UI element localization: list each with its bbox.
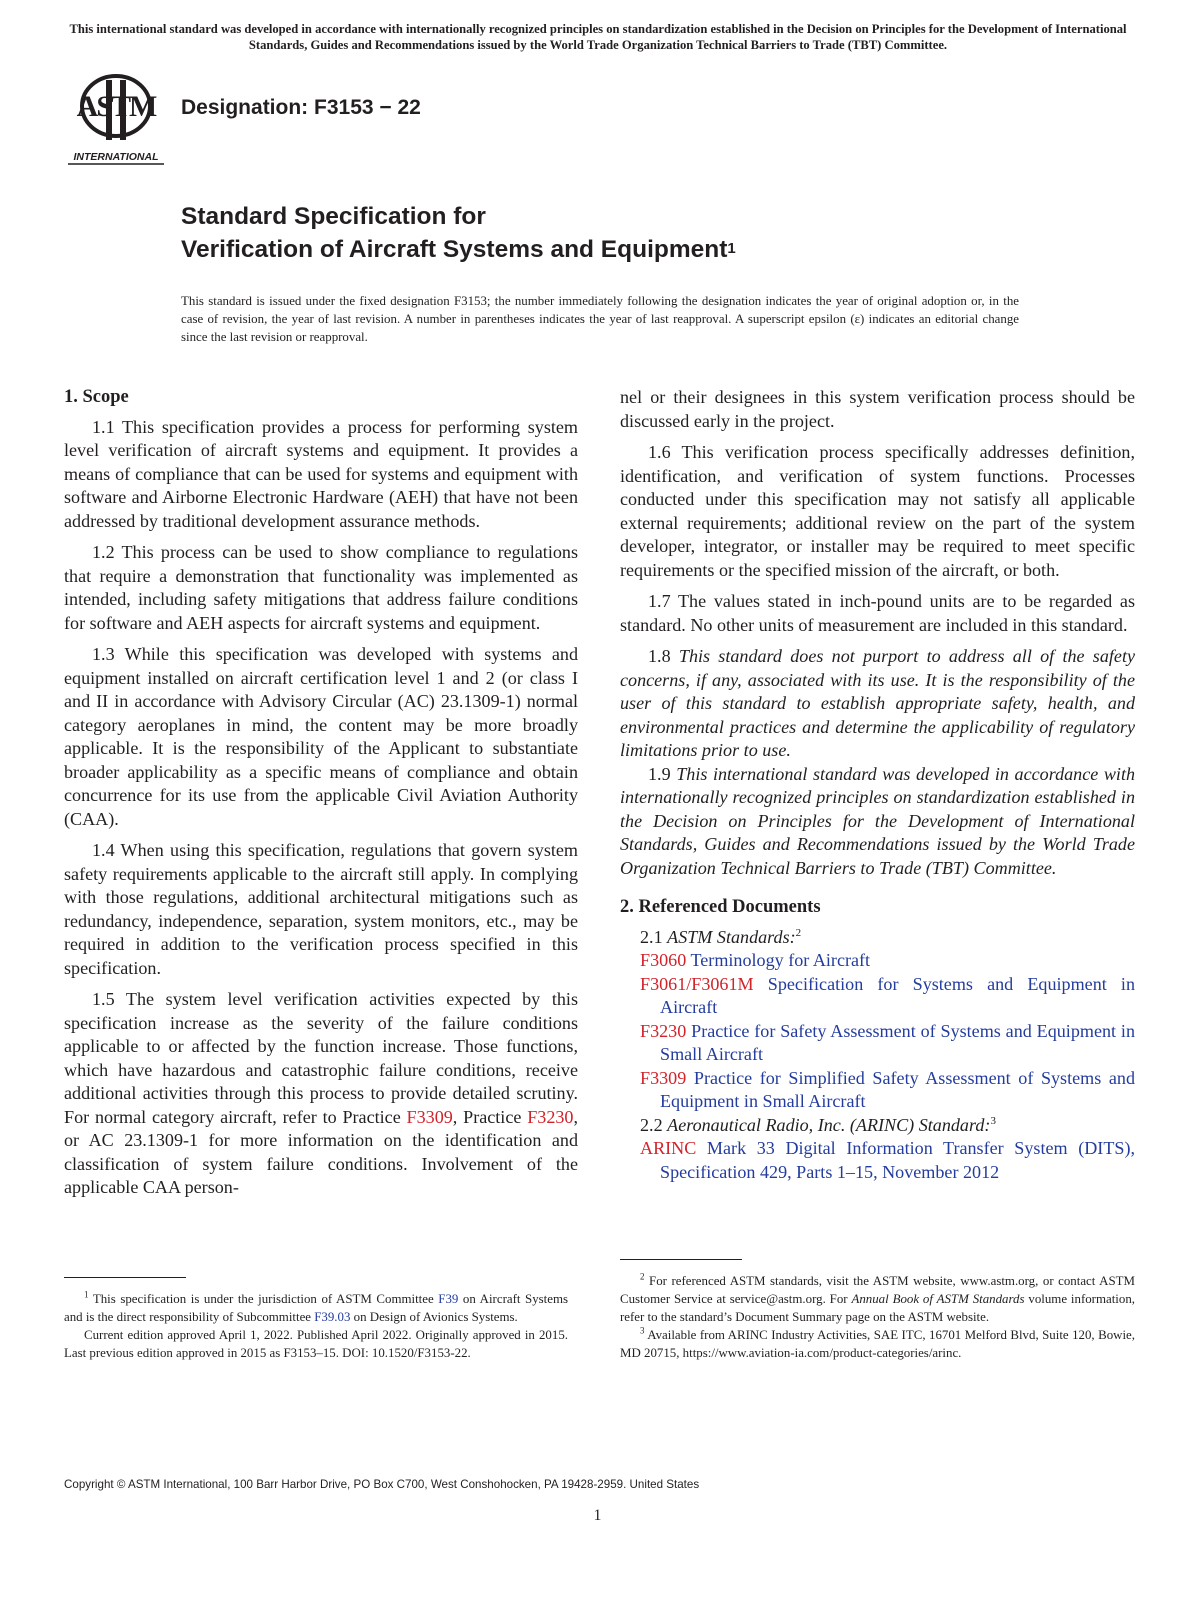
paragraph-1-2: 1.2 This process can be used to show compliance to regulations that require a demonstration that functionality was implemented as intended, including safety mitigations that address failure conditions for software and AEH aspects for aircraft systems and equipment. [64, 542, 578, 633]
arinc-standard-number: 2.2 [640, 1114, 668, 1135]
paragraph-1-6: 1.6 This verification process specifically addresses definition, identification, and verification of system functions. Processes conducted under this specification may not satisfy all applicable external requirements; additional review on the part of the system developer, integrator, or installer may be required to meet specific requirements or the specified mission of the aircraft, or both. [620, 442, 1135, 580]
astm-standards-number: 2.1 [640, 926, 668, 947]
arinc-standard-subheading [620, 1114, 1135, 1138]
footnotes-right [620, 1272, 1135, 1362]
copyright-line: Copyright © ASTM International, 100 Barr Harbor Drive, PO Box C700, West Conshohocken, PA 19428-2959. United States [64, 1478, 700, 1491]
ref-code[interactable]: F3230 [640, 1020, 687, 1041]
paragraph-1-8 [620, 645, 1135, 763]
page-number: 1 [593, 1507, 602, 1524]
footnote-1-text-b: on Aircraft Systems and is the direct responsibility of Subcommittee [64, 1292, 568, 1324]
ref-item[interactable] [620, 949, 1135, 973]
ref-code[interactable]: F3061/F3061M [640, 973, 754, 994]
paragraph-1-1: 1.1 This specification provides a process for performing system level verification of aircraft systems and equipment. It provides a means of compliance that can be used for systems and equipment with software and Airborne Electronic Hardware (AEH) that have not been addressed by traditional development assurance methods. [64, 416, 578, 531]
paragraph-1-4: 1.4 When using this specification, regulations that govern system safety requirements applicable to the aircraft still apply. In complying with those regulations, additional architectural mitigations such as redundancy, independence, separation, system monitors, etc., may be required in addition to the verification process specified in this specification. [64, 840, 578, 978]
title-footnote-mark: 1 [727, 240, 736, 257]
astm-standards-subheading [620, 926, 1135, 950]
footnote-1-text-a: This specification is under the jurisdiction of ASTM Committee [92, 1292, 439, 1306]
link-f3309[interactable]: F3309 [406, 1106, 453, 1127]
footnote-1-text [64, 1290, 568, 1326]
ref-code[interactable]: ARINC [640, 1138, 697, 1158]
paragraph-1-8-number: 1.8 [648, 646, 679, 666]
paragraph-1-9 [620, 763, 1135, 881]
footnote-3-text: Available from ARINC Industry Activities, SAE ITC, 16701 Melford Blvd, Suite 120, Bowie, MD 20715, https://www.aviation-ia.com/product-categories/arinc. [620, 1328, 1135, 1360]
paragraph-1-5-continued: nel or their designees in this system verification process should be discussed early in the project. [620, 387, 1135, 431]
document-title [181, 200, 736, 269]
ref-item[interactable] [620, 973, 1135, 1020]
footnote-divider-left [64, 1277, 186, 1278]
paragraph-1-5-text-c: , or AC 23.1309-1 for more information on the identification and classification of system failure conditions. Involvement of the applicable CAA person- [64, 1106, 578, 1197]
paragraph-1-5-text-b: , Practice [452, 1106, 528, 1127]
ref-item[interactable] [620, 1137, 1135, 1184]
astm-standards-label: ASTM Standards: [667, 926, 796, 947]
footnote-3-mark: 3 [640, 1325, 645, 1336]
issuance-notice: This standard is issued under the fixed designation F3153; the number immediately following the designation indicates the year of original adoption or, in the case of revision, the year of last revision. A number in parentheses indicates the year of last reapproval. A superscript epsilon (ε) indicates an editorial change since the last revision or reapproval. [181, 294, 1019, 344]
link-f3230[interactable]: F3230 [527, 1106, 574, 1127]
footnote-2-mark: 2 [640, 1271, 645, 1282]
logo-text: ASTM [76, 90, 156, 123]
ref-code[interactable]: F3309 [640, 1067, 687, 1088]
logo-subtext: INTERNATIONAL [73, 151, 159, 163]
left-column [64, 386, 578, 1208]
arinc-standard-footnote-mark: 3 [990, 1114, 996, 1127]
paragraph-1-5 [64, 988, 578, 1200]
right-column [620, 386, 1135, 1184]
paragraph-1-9-text: This international standard was developed in accordance with internationally recognized principles on standardization established in the Decision on Principles for the Development of International Standards, Guides and Recommendations issued by the World Trade Organization Technical Barriers to Trade (TBT) Committee. [620, 763, 1136, 878]
wto-notice: This international standard was developed in accordance with internationally recognized principles on standardization established in the Decision on Principles for the Development of International Standards, Guides and Recommendations issued by the World Trade Organization Technical Barriers to Trade (TBT) Committee. [69, 22, 1127, 52]
ref-title[interactable]: Specification for Systems and Equipment in Aircraft [660, 973, 1135, 1017]
astm-logo [64, 72, 168, 168]
ref-item[interactable] [620, 1020, 1135, 1067]
footnote-1-text-c: on Design of Avionics Systems. [350, 1310, 518, 1324]
footnote-1 [64, 1290, 568, 1362]
ref-title[interactable]: Practice for Safety Assessment of Systems and Equipment in Small Aircraft [660, 1020, 1135, 1064]
paragraph-1-8-text: This standard does not purport to address all of the safety concerns, if any, associated with its use. It is the responsibility of the user of this standard to establish appropriate safety, health, and environmental practices and determine the applicability of regulatory limitations prior to use. [620, 646, 1135, 760]
footnote-1-mark: 1 [84, 1289, 89, 1300]
section-heading-referenced-documents: 2. Referenced Documents [620, 897, 821, 917]
footnote-2-italic: Annual Book of ASTM Standards [851, 1292, 1025, 1306]
link-f39[interactable]: F39 [438, 1292, 459, 1306]
footnote-2-text-b: volume information, refer to the standard’s Document Summary page on the ASTM website. [620, 1292, 1136, 1324]
astm-logo-mark [64, 72, 168, 168]
title-line-2 [181, 233, 736, 269]
title-line-2-text: Verification of Aircraft Systems and Equipment [181, 236, 728, 263]
footnote-divider-right [620, 1259, 742, 1260]
paragraph-1-3: 1.3 While this specification was developed with systems and equipment installed on aircraft certification level 1 and 2 (or class I and II in accordance with Advisory Circular (AC) 23.1309-1) normal category aeroplanes in mind, the content may be more broadly applicable. It is the responsibility of the Applicant to substantiate broader applicability as a specific means of compliance and obtain concurrence for its use from the applicable Civil Aviation Authority (CAA). [64, 644, 578, 829]
footnote-3 [620, 1326, 1135, 1362]
ref-code[interactable]: F3060 [640, 950, 687, 970]
title-line-1: Standard Specification for [181, 203, 486, 230]
ref-title[interactable]: Practice for Simplified Safety Assessment of Systems and Equipment in Small Aircraft [660, 1067, 1135, 1111]
footnote-2 [620, 1272, 1135, 1326]
section-heading-scope: 1. Scope [64, 387, 129, 407]
ref-title[interactable]: Terminology for Aircraft [690, 950, 871, 970]
ref-title[interactable]: Mark 33 Digital Information Transfer System (DITS), Specification 429, Parts 1–15, November 2012 [660, 1138, 1135, 1182]
ref-item[interactable] [620, 1067, 1135, 1114]
designation: Designation: F3153 − 22 [181, 96, 421, 119]
paragraph-1-9-number: 1.9 [648, 763, 677, 784]
footnote-1-edition: Current edition approved April 1, 2022. Published April 2022. Originally approved in 2015. Last previous edition approved in 2015 as F3153–15. DOI: 10.1520/F3153-22. [64, 1328, 568, 1360]
link-f39-03[interactable]: F39.03 [314, 1310, 351, 1324]
astm-standards-footnote-mark: 2 [795, 926, 802, 939]
paragraph-1-5-text-a: 1.5 The system level verification activities expected by this specification increase as the severity of the failure conditions applicable to or affected by the function increase. Those functions, which have hazardous and catastrophic failure conditions, receive additional activities through this process to provide detailed scrutiny. For normal category aircraft, refer to Practice [64, 989, 578, 1127]
footnote-2-text-a: For referenced ASTM standards, visit the ASTM website, www.astm.org, or contact ASTM Customer Service at service@astm.org. For [620, 1274, 1135, 1306]
arinc-standard-label: Aeronautical Radio, Inc. (ARINC) Standard: [667, 1114, 991, 1135]
paragraph-1-7: 1.7 The values stated in inch-pound units are to be regarded as standard. No other units of measurement are included in this standard. [620, 591, 1135, 635]
